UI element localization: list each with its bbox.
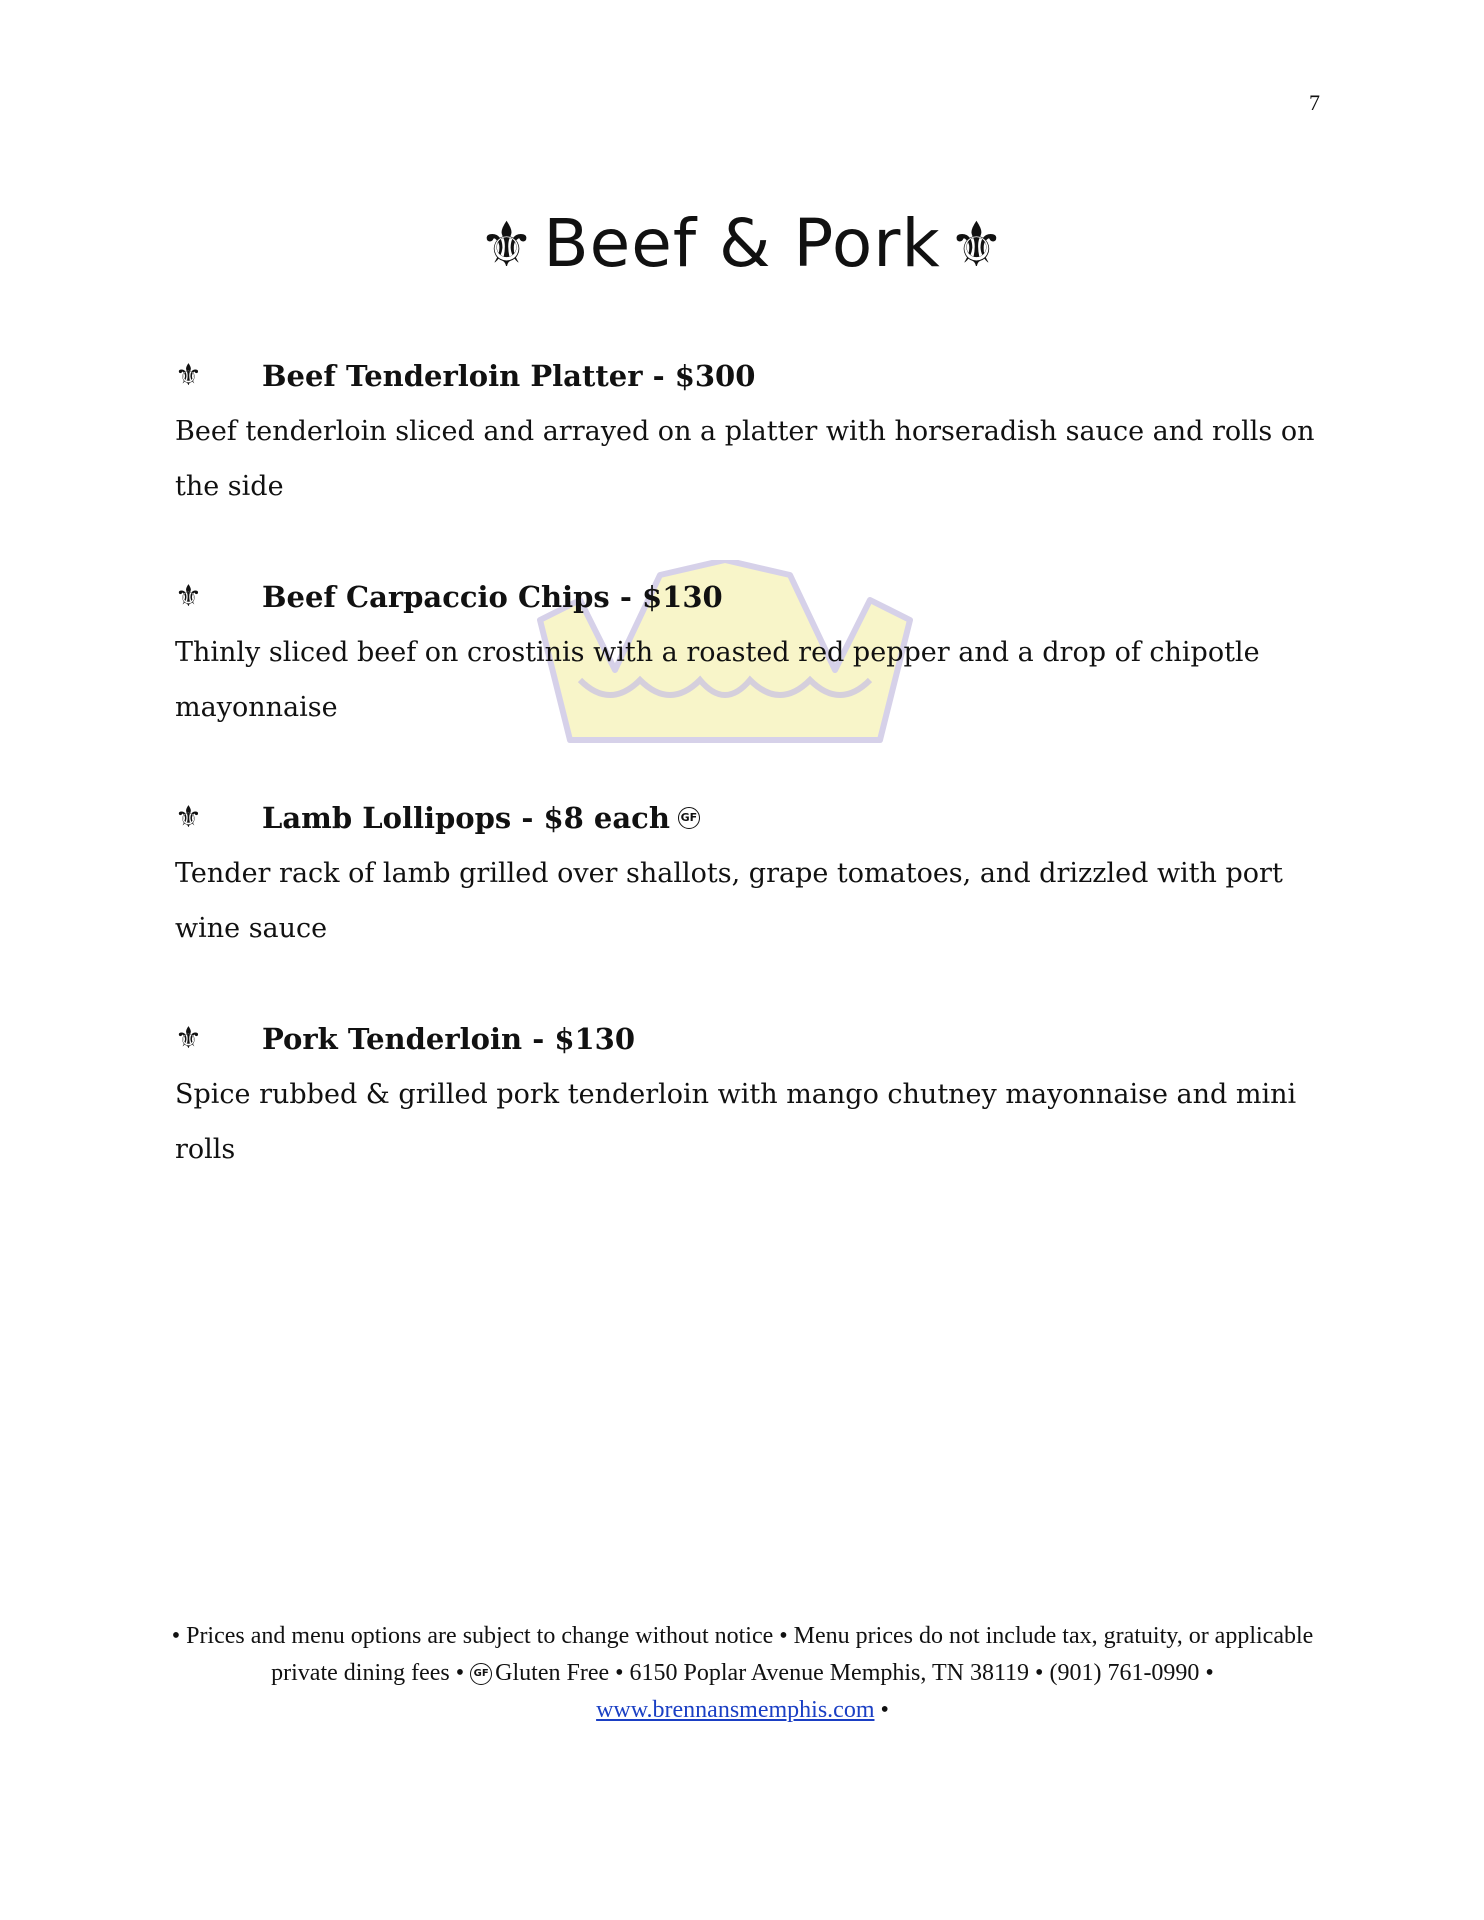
menu-item (175, 794, 1325, 1015)
footer-address: • 6150 Poplar Avenue Memphis, TN 38119 • (901) 761-0990 • (615, 1660, 1214, 1686)
fleur-de-lis-icon: ⚜ (175, 1021, 202, 1056)
fleur-de-lis-icon: ⚜ (175, 358, 202, 393)
page-title (0, 205, 1484, 282)
gluten-free-icon: GF (470, 1663, 492, 1685)
menu-item-name: Lamb Lollipops - $8 each (262, 801, 670, 835)
menu-item-header (175, 352, 1325, 400)
menu-item-name: Pork Tenderloin - $130 (262, 1022, 636, 1056)
footer-text: • Prices and menu options are subject to change without notice • Menu prices do not include tax, gratuity, or applicable private dining fees • (171, 1623, 1314, 1686)
menu-item-description: Tender rack of lamb grilled over shallots, grape tomatoes, and drizzled with port wine sauce (175, 858, 1283, 944)
menu-item-header (175, 1015, 1325, 1063)
gluten-free-icon: GF (678, 807, 700, 829)
page-number: 7 (1309, 90, 1320, 115)
fleur-de-lis-icon: ⚜ (175, 579, 202, 614)
footer-end: • (880, 1697, 889, 1723)
menu-item-name: Beef Carpaccio Chips - $130 (262, 580, 723, 614)
menu-item-header (175, 573, 1325, 621)
website-link[interactable]: www.brennansmemphis.com (596, 1697, 875, 1723)
menu-item-name: Beef Tenderloin Platter - $300 (262, 359, 756, 393)
menu-item (175, 1015, 1325, 1236)
fleur-de-lis-icon: ⚜ (175, 800, 202, 835)
fleur-de-lis-icon: ⚜ (948, 208, 1006, 281)
menu-item (175, 573, 1325, 794)
gluten-free-label: Gluten Free (495, 1660, 610, 1686)
menu-item-description: Beef tenderloin sliced and arrayed on a platter with horseradish sauce and rolls on the side (175, 416, 1315, 502)
page-title-text: Beef & Pork (543, 205, 941, 282)
menu-item-description: Thinly sliced beef on crostinis with a roasted red pepper and a drop of chipotle mayonnaise (175, 637, 1260, 723)
menu-item-header (175, 794, 1325, 842)
menu-items (175, 352, 1325, 1236)
fleur-de-lis-icon: ⚜ (478, 208, 536, 281)
menu-item-description: Spice rubbed & grilled pork tenderloin with mango chutney mayonnaise and mini rolls (175, 1079, 1297, 1165)
menu-item (175, 352, 1325, 573)
footer-notice (160, 1618, 1325, 1729)
